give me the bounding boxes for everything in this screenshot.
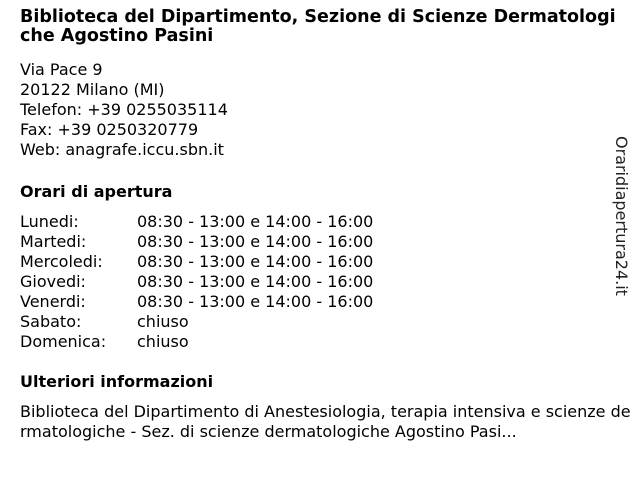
- time-value: 08:30 - 13:00 e 14:00 - 16:00: [137, 292, 374, 311]
- day-label: Giovedi:: [20, 272, 86, 291]
- more-info-heading: Ulteriori informazioni: [20, 372, 214, 391]
- time-value: 08:30 - 13:00 e 14:00 - 16:00: [137, 232, 374, 251]
- opening-hours-heading: Orari di apertura: [20, 182, 173, 201]
- opening-hours-table: [20, 212, 620, 352]
- fax-number: Fax: +39 0250320779: [20, 120, 199, 139]
- time-value: chiuso: [137, 332, 189, 351]
- day-label: Lunedi:: [20, 212, 79, 231]
- hours-row-wednesday: [20, 252, 620, 272]
- watermark-text: Oraridiapertura24.it: [612, 136, 631, 296]
- hours-row-friday: [20, 292, 620, 312]
- time-value: chiuso: [137, 312, 189, 331]
- street-address: Via Pace 9: [20, 60, 103, 79]
- day-label: Sabato:: [20, 312, 82, 331]
- phone-number: Telefon: +39 0255035114: [20, 100, 228, 119]
- day-label: Domenica:: [20, 332, 107, 351]
- time-value: 08:30 - 13:00 e 14:00 - 16:00: [137, 272, 374, 291]
- watermark: [611, 136, 631, 314]
- hours-row-thursday: [20, 272, 620, 292]
- city-address: 20122 Milano (MI): [20, 80, 165, 99]
- hours-row-saturday: [20, 312, 620, 332]
- website: Web: anagrafe.iccu.sbn.it: [20, 140, 224, 159]
- time-value: 08:30 - 13:00 e 14:00 - 16:00: [137, 212, 374, 231]
- day-label: Martedi:: [20, 232, 87, 251]
- hours-row-monday: [20, 212, 620, 232]
- time-value: 08:30 - 13:00 e 14:00 - 16:00: [137, 252, 374, 271]
- hours-row-sunday: [20, 332, 620, 352]
- hours-row-tuesday: [20, 232, 620, 252]
- day-label: Venerdi:: [20, 292, 86, 311]
- day-label: Mercoledi:: [20, 252, 103, 271]
- contact-block: [20, 60, 620, 160]
- more-info-text: Biblioteca del Dipartimento di Anestesiologia, terapia intensiva e scienze dermatologiche - Sez. di scienze dermatologiche Agostino Pasi...: [20, 402, 631, 441]
- page-title: Biblioteca del Dipartimento, Sezione di Scienze Dermatologiche Agostino Pasini: [20, 7, 616, 46]
